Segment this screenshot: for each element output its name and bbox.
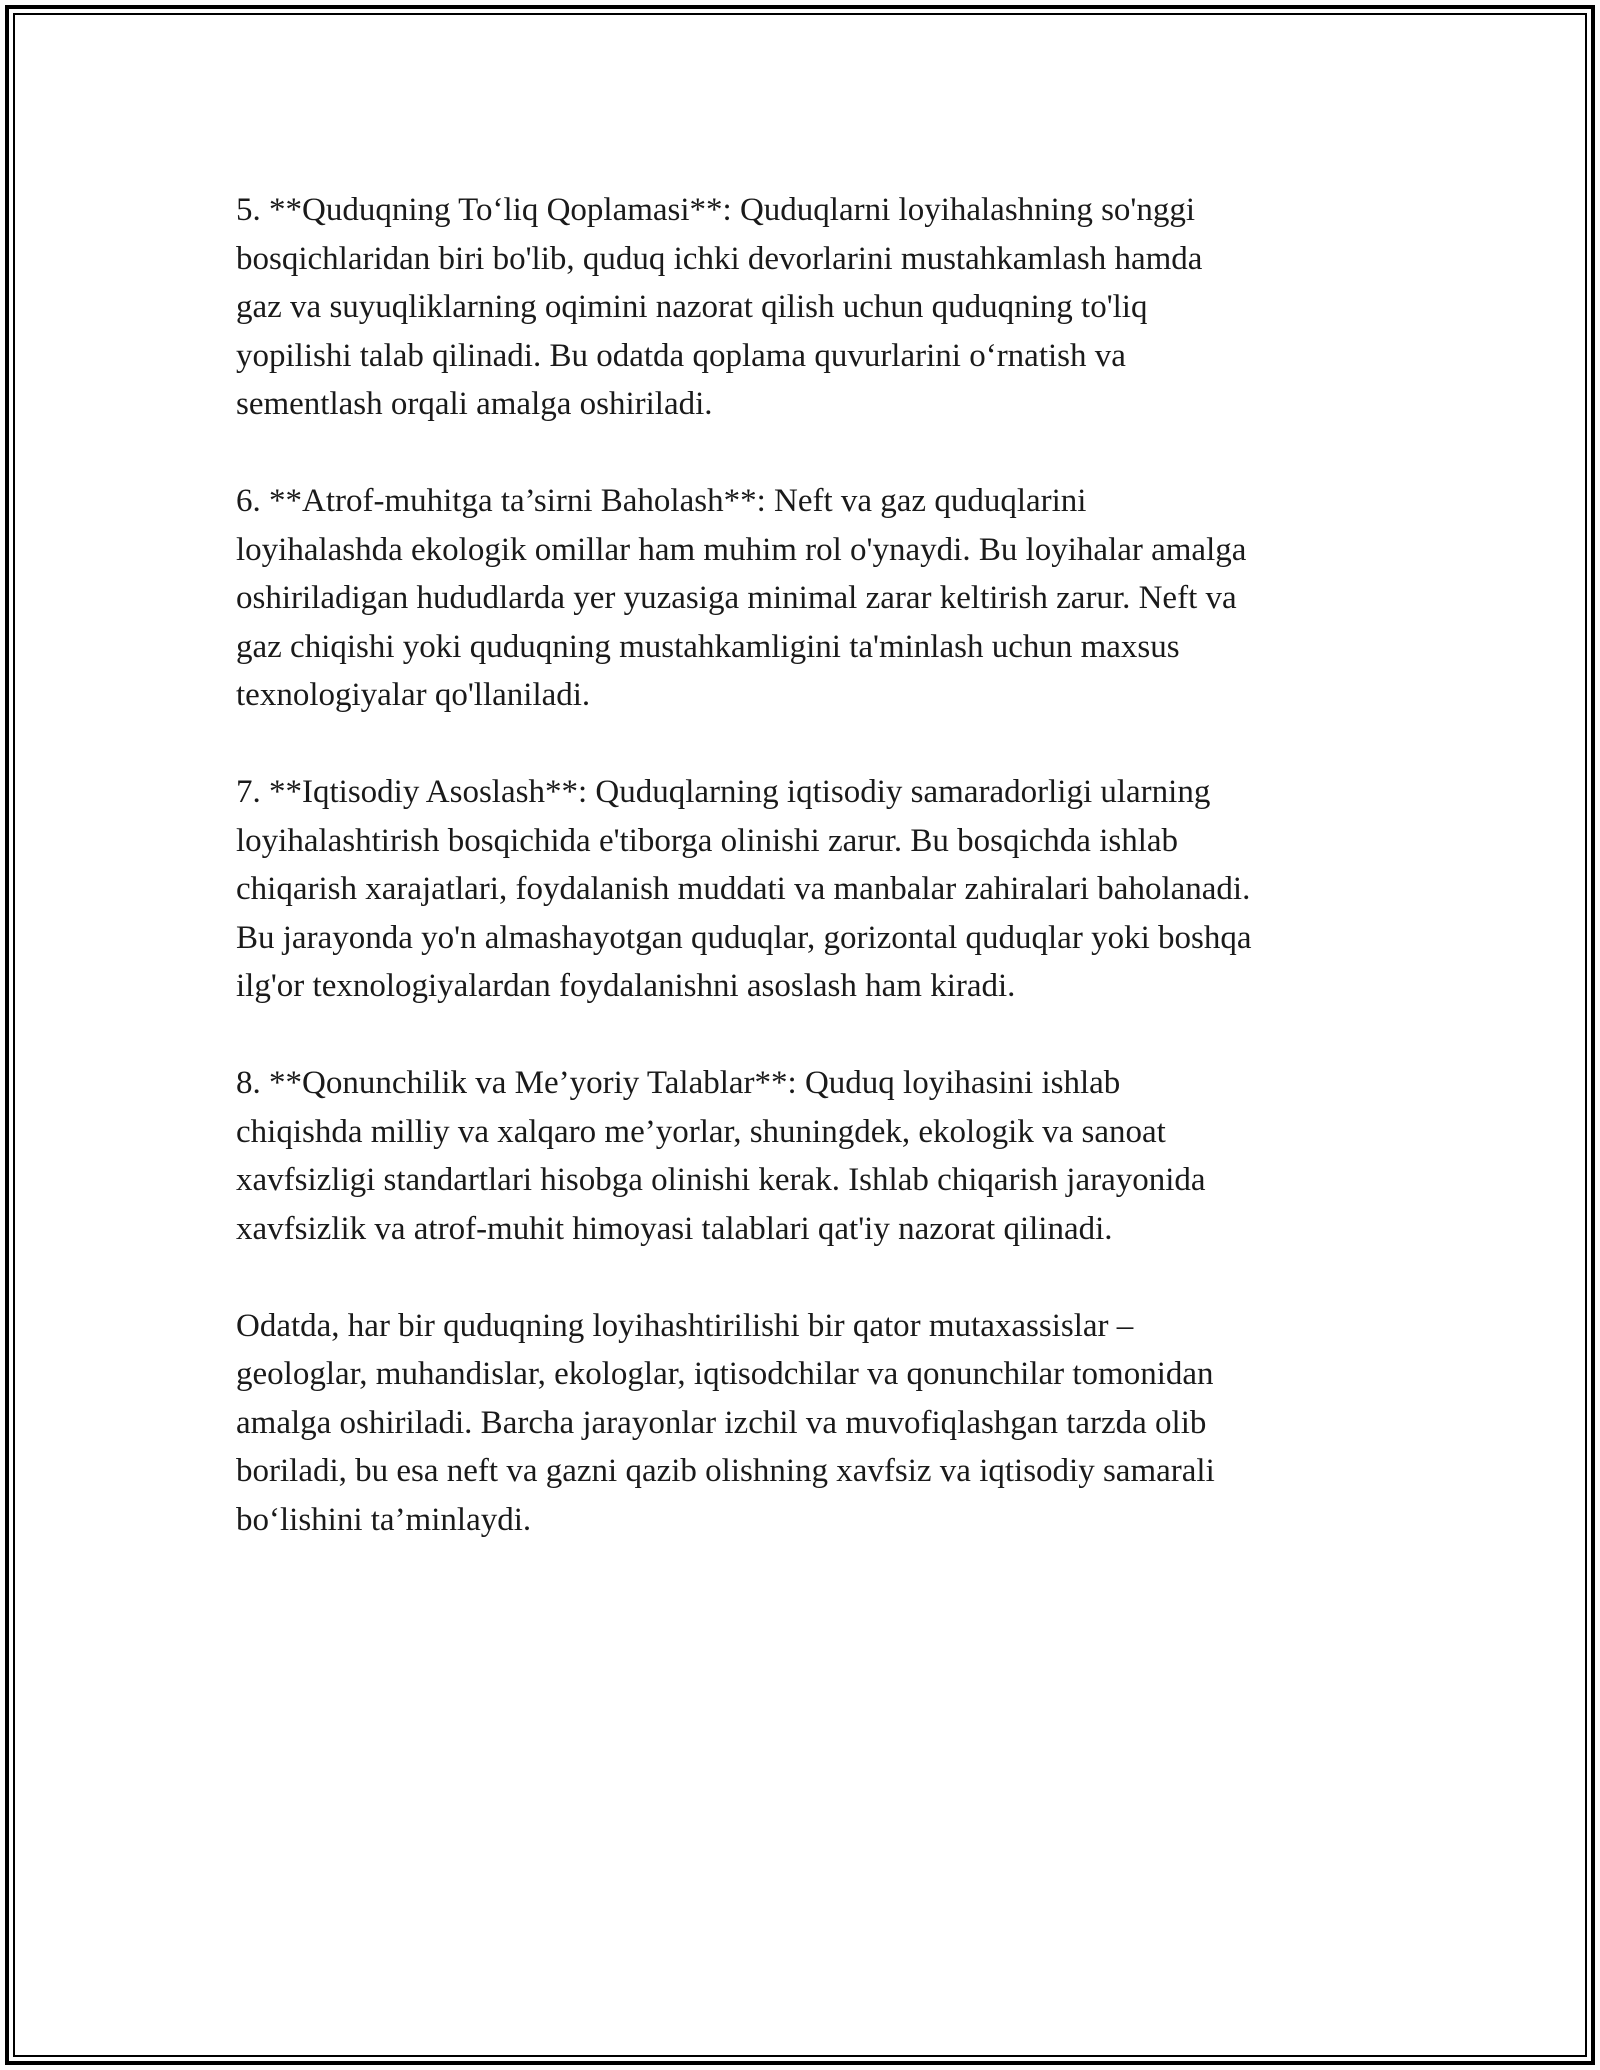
document-body — [236, 186, 1386, 1593]
paragraph-quduq-qoplamasi: 5. **Quduqning To‘liq Qoplamasi**: Quduqlarni loyihalashning so'nggi bosqichlaridan biri bo'lib, quduq ichki devorlarini mustahkamlash hamda gaz va suyuqliklarning oqimini nazorat qilish uchun quduqning to'liq yopilishi talab qilinadi. Bu odatda qoplama quvurlarini o‘rnatish va sementlash orqali amalga oshiriladi. — [236, 192, 1203, 422]
paragraph-atrof-muhit: 6. **Atrof-muhitga ta’sirni Baholash**: Neft va gaz quduqlarini loyihalashda ekologik omillar ham muhim rol o'ynaydi. Bu loyihalar amalga oshiriladigan hududlarda yer yuzasiga minimal zarar keltirish zarur. Neft va gaz chiqishi yoki quduqning mustahkamligini ta'minlash uchun maxsus texnologiyalar qo'llaniladi. — [236, 483, 1247, 713]
paragraph-iqtisodiy-asoslash: 7. **Iqtisodiy Asoslash**: Quduqlarning iqtisodiy samaradorligi ularning loyihalashtirish bosqichida e'tiborga olinishi zarur. Bu bosqichda ishlab chiqarish xarajatlari, foydalanish muddati va manbalar zahiralari baholanadi. Bu jarayonda yo'n almashayotgan quduqlar, gorizontal quduqlar yoki boshqa ilg'or texnologiyalardan foydalanishni asoslash ham kiradi. — [236, 774, 1252, 1004]
paragraph-qonunchilik: 8. **Qonunchilik va Me’yoriy Talablar**: Quduq loyihasini ishlab chiqishda milliy va xalqaro me’yorlar, shuningdek, ekologik va sanoat xavfsizligi standartlari hisobga olinishi kerak. Ishlab chiqarish jarayonida xavfsizlik va atrof-muhit himoyasi talablari qat'iy nazorat qilinadi. — [236, 1065, 1206, 1247]
paragraph-xulosa: Odatda, har bir quduqning loyihashtirilishi bir qator mutaxassislar – geologlar, muhandislar, ekologlar, iqtisodchilar va qonunchilar tomonidan amalga oshiriladi. Barcha jarayonlar izchil va muvofiqlashgan tarzda olib boriladi, bu esa neft va gazni qazib olishning xavfsiz va iqtisodiy samarali bo‘lishini ta’minlaydi. — [236, 1307, 1215, 1538]
